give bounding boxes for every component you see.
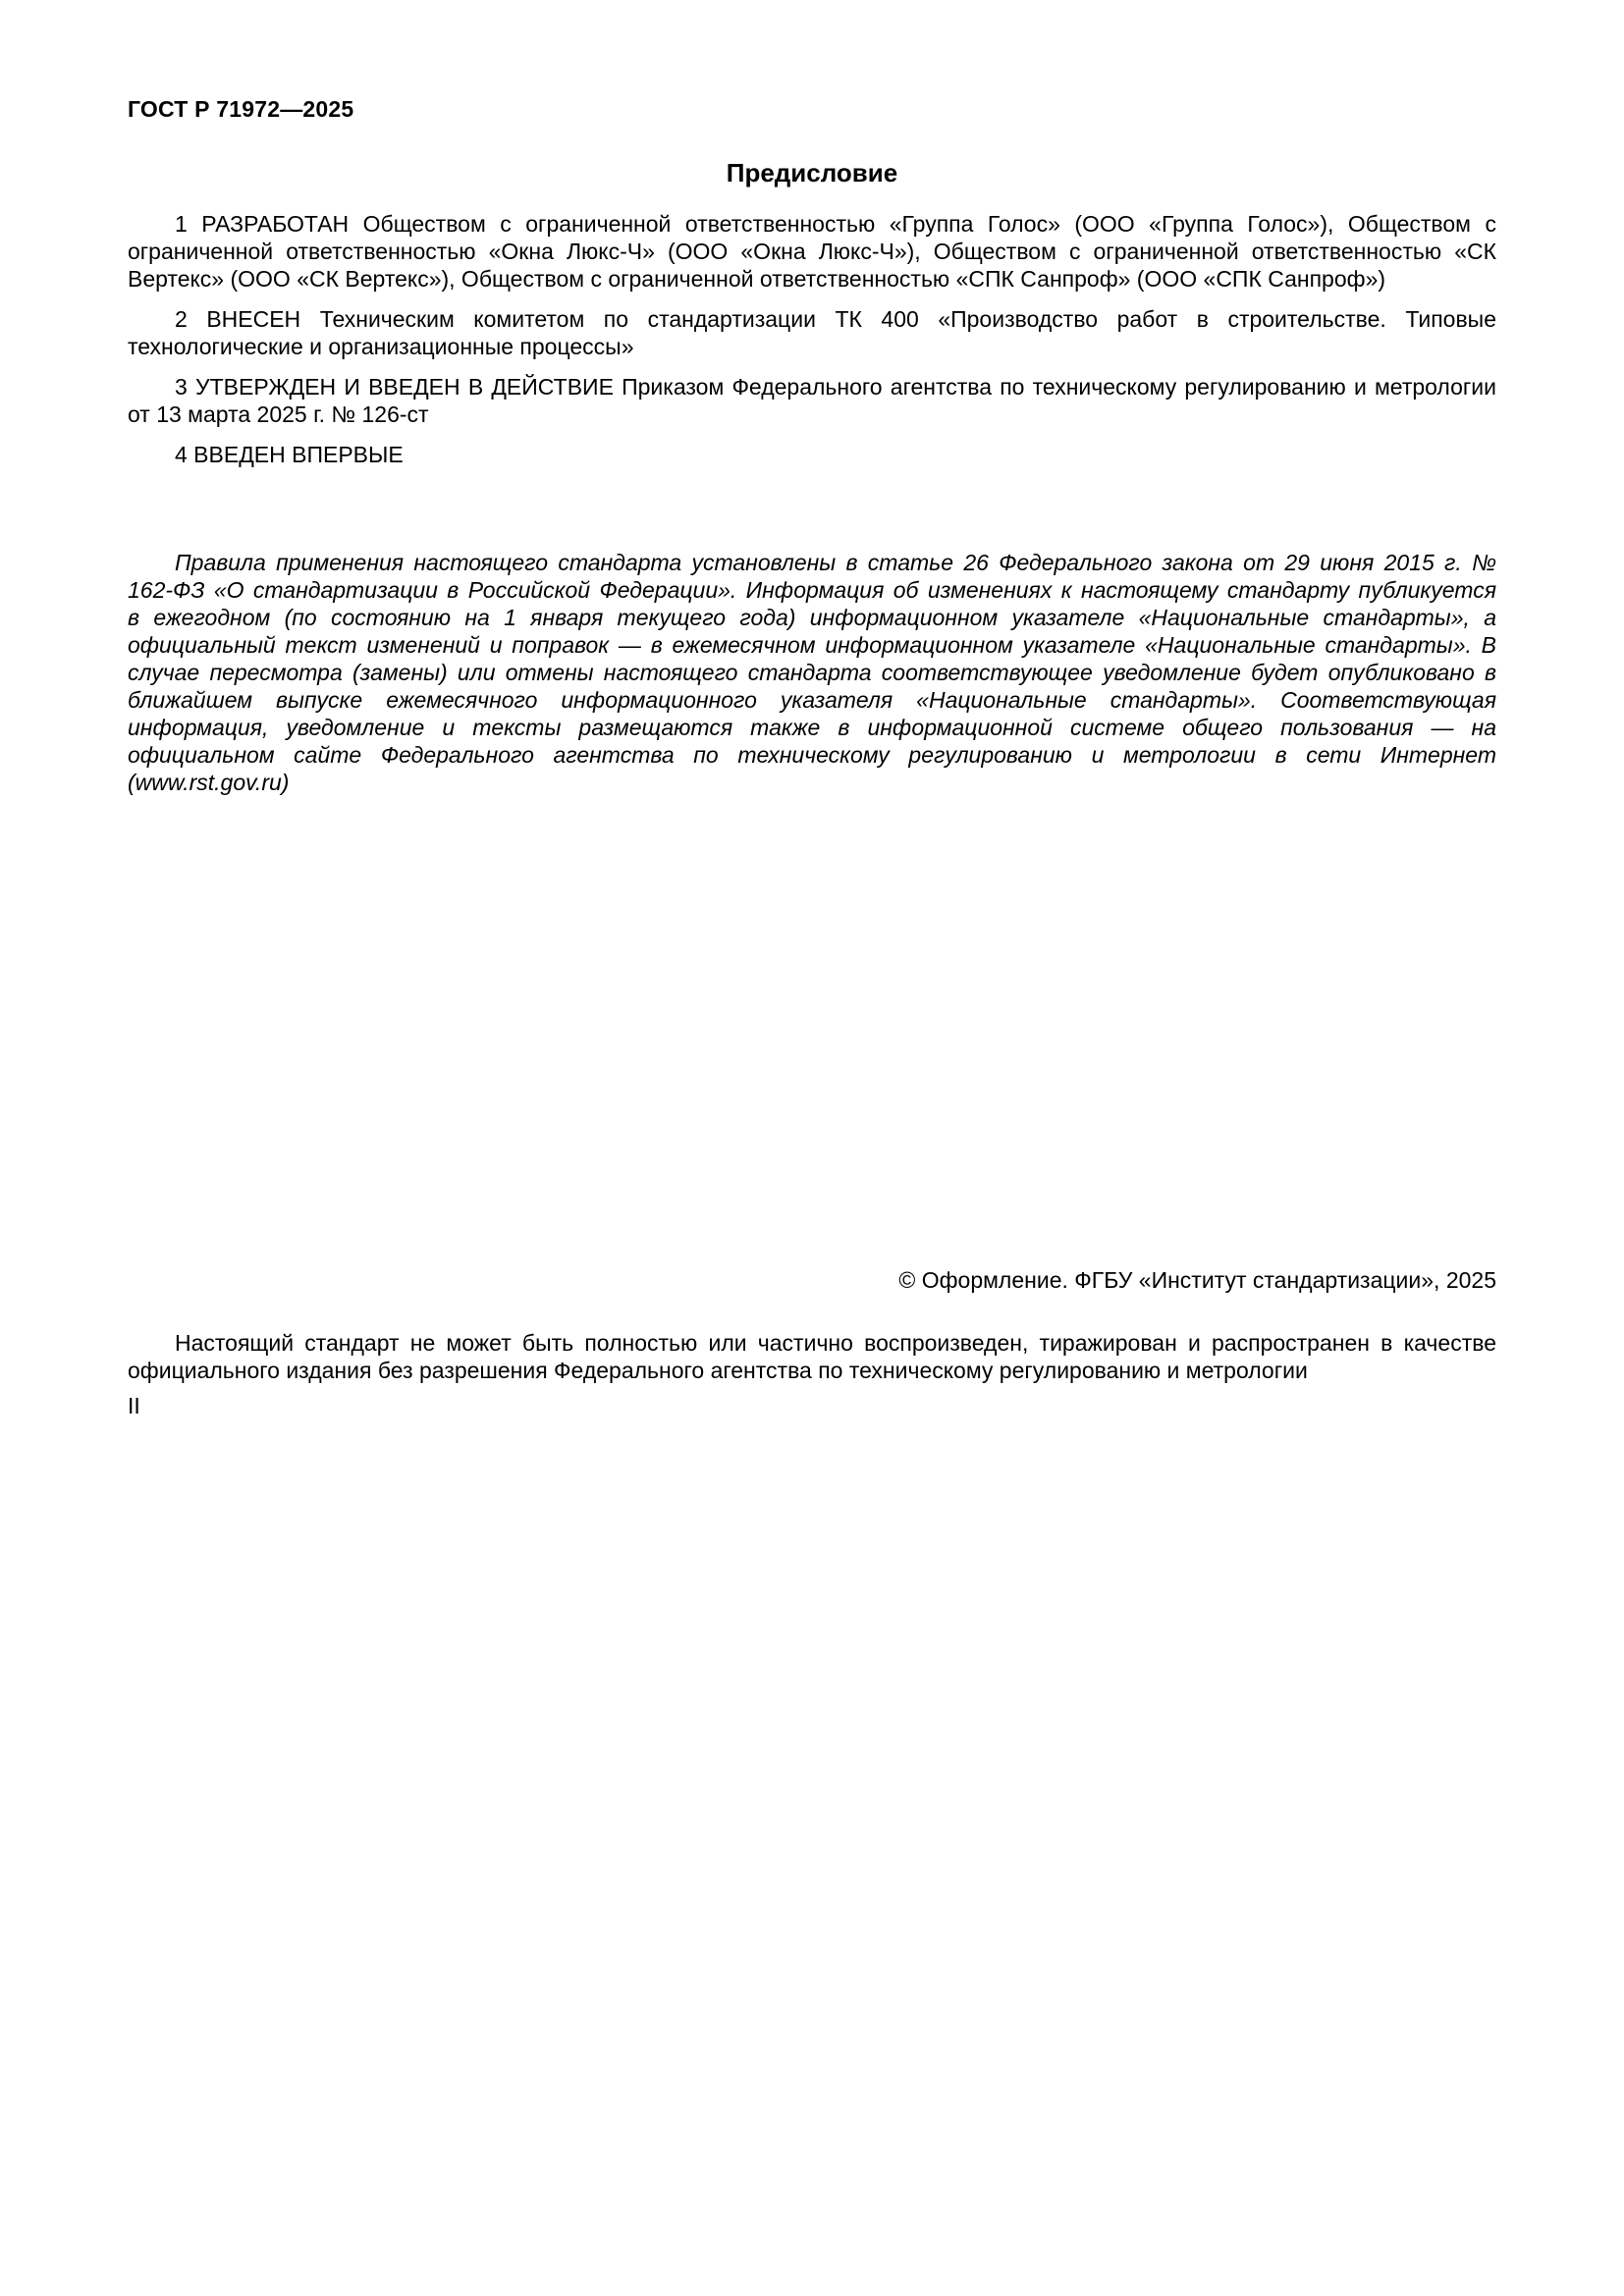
foreword-section <box>128 96 1496 796</box>
foreword-item-introduced: 4 ВВЕДЕН ВПЕРВЫЕ <box>175 442 404 467</box>
document-code: ГОСТ Р 71972—2025 <box>128 96 354 122</box>
foreword-item-submitted: 2 ВНЕСЕН Техническим комитетом по стандартизации ТК 400 «Производство работ в строительстве. Типовые технологические и организационные процессы» <box>128 306 1496 359</box>
foreword-item-approved: 3 УТВЕРЖДЕН И ВВЕДЕН В ДЕЙСТВИЕ Приказом Федерального агентства по техническому регулированию и метрологии от 13 марта 2025 г. № 126-ст <box>128 374 1496 427</box>
distribution-notice: Настоящий стандарт не может быть полностью или частично воспроизведен, тиражирован и распространен в качестве официального издания без разрешения Федерального агентства по техническому регулированию и метрологии <box>128 1330 1496 1383</box>
foreword-item-developed: 1 РАЗРАБОТАН Обществом с ограниченной ответственностью «Группа Голос» (ООО «Группа Голос»), Обществом с ограниченной ответственностью «Окна Люкс-Ч» (ООО «Окна Люкс-Ч»), Обществом с ограниченной ответственностью «СК Вертекс» (ООО «СК Вертекс»), Обществом с ограниченной ответственностью «СПК Санпроф» (ООО «СПК Санпроф») <box>128 211 1496 292</box>
application-rules-notice: Правила применения настоящего стандарта установлены в статье 26 Федерального закона от 29 июня 2015 г. № 162-ФЗ «О стандартизации в Российской Федерации». Информация об изменениях к настоящему стандарту публикуется в ежегодном (по состоянию на 1 января текущего года) информационном указателе «Национальные стандарты», а официальный текст изменений и поправок — в ежемесячном информационном указателе «Национальные стандарты». В случае пересмотра (замены) или отмены настоящего стандарта соответствующее уведомление будет опубликовано в ближайшем выпуске ежемесячного информационного указателя «Национальные стандарты». Соответствующая информация, уведомление и тексты размещаются также в информационной системе общего пользования — на официальном сайте Федерального агентства по техническому регулированию и метрологии в сети Интернет (www.rst.gov.ru) <box>128 550 1496 795</box>
foreword-title: Предисловие <box>726 158 898 187</box>
copyright-line: © Оформление. ФГБУ «Институт стандартизации», 2025 <box>898 1267 1496 1293</box>
page-number: II <box>128 1393 140 1418</box>
page-footer <box>128 1266 1496 1419</box>
